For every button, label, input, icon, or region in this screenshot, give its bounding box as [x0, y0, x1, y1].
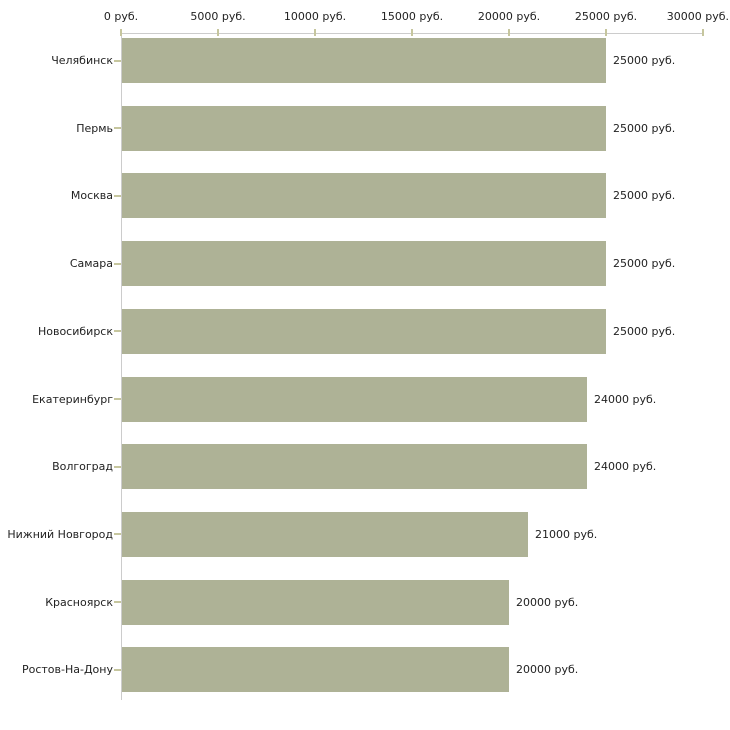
- y-axis-tick: [114, 466, 121, 468]
- y-axis-tick: [114, 398, 121, 400]
- bar-row: [0, 444, 730, 489]
- bar-value-label: 25000 руб.: [613, 54, 676, 67]
- category-label: Красноярск: [45, 595, 113, 609]
- bar: [122, 377, 587, 422]
- bar: [122, 512, 528, 557]
- bar-value-label: 21000 руб.: [535, 527, 598, 541]
- x-axis-tick: [605, 29, 607, 36]
- x-axis-tick-label: 25000 руб.: [574, 10, 638, 23]
- bar-value-label: 20000 руб.: [516, 595, 579, 609]
- bar-value-label: 25000 руб.: [613, 257, 676, 271]
- x-axis-tick: [314, 29, 316, 36]
- bar: [122, 106, 606, 151]
- y-axis-tick: [114, 601, 121, 603]
- bar-value-label: 25000 руб.: [613, 324, 676, 338]
- category-label: Екатеринбург: [32, 392, 113, 406]
- bar-row: [0, 580, 730, 625]
- category-label: Челябинск: [51, 54, 113, 67]
- bar: [122, 444, 587, 489]
- bar-value-label: 24000 руб.: [594, 392, 657, 406]
- x-axis-tick-label: 20000 руб.: [477, 10, 541, 23]
- bar: [122, 173, 606, 218]
- bar-value-label: 25000 руб.: [613, 189, 676, 203]
- category-label: Нижний Новгород: [7, 527, 113, 541]
- x-axis-tick-label: 5000 руб.: [190, 10, 246, 23]
- x-axis-tick: [508, 29, 510, 36]
- bar: [122, 580, 509, 625]
- category-label: Москва: [70, 189, 113, 203]
- x-axis-tick: [702, 29, 704, 36]
- category-label: Ростов-На-Дону: [21, 663, 113, 677]
- bar-row: [0, 647, 730, 692]
- x-axis-tick-label: 0 руб.: [103, 10, 139, 23]
- x-axis-tick: [411, 29, 413, 36]
- x-axis-tick-label: 10000 руб.: [283, 10, 347, 23]
- bar-row: [0, 38, 730, 83]
- bar: [122, 647, 509, 692]
- y-axis-tick: [114, 533, 121, 535]
- x-axis-tick: [120, 29, 122, 36]
- category-label: Пермь: [76, 121, 113, 135]
- bar-row: [0, 106, 730, 151]
- y-axis-tick: [114, 330, 121, 332]
- x-axis-tick-label: 30000 руб.: [666, 10, 729, 23]
- bar-row: [0, 512, 730, 557]
- x-axis-tick-label: 15000 руб.: [380, 10, 444, 23]
- category-label: Волгоград: [52, 460, 113, 474]
- y-axis-tick: [114, 127, 121, 129]
- y-axis-tick: [114, 60, 121, 62]
- bar-row: [0, 173, 730, 218]
- bar-value-label: 25000 руб.: [613, 121, 676, 135]
- bar: [122, 309, 606, 354]
- bar-row: [0, 241, 730, 286]
- bar: [122, 241, 606, 286]
- y-axis-tick: [114, 195, 121, 197]
- bar-value-label: 24000 руб.: [594, 460, 657, 474]
- bar-row: [0, 309, 730, 354]
- x-axis-tick: [217, 29, 219, 36]
- category-label: Самара: [69, 257, 113, 271]
- y-axis-tick: [114, 669, 121, 671]
- bar-value-label: 20000 руб.: [516, 663, 579, 677]
- bar-row: [0, 377, 730, 422]
- category-label: Новосибирск: [37, 324, 113, 338]
- y-axis-tick: [114, 263, 121, 265]
- bar: [122, 38, 606, 83]
